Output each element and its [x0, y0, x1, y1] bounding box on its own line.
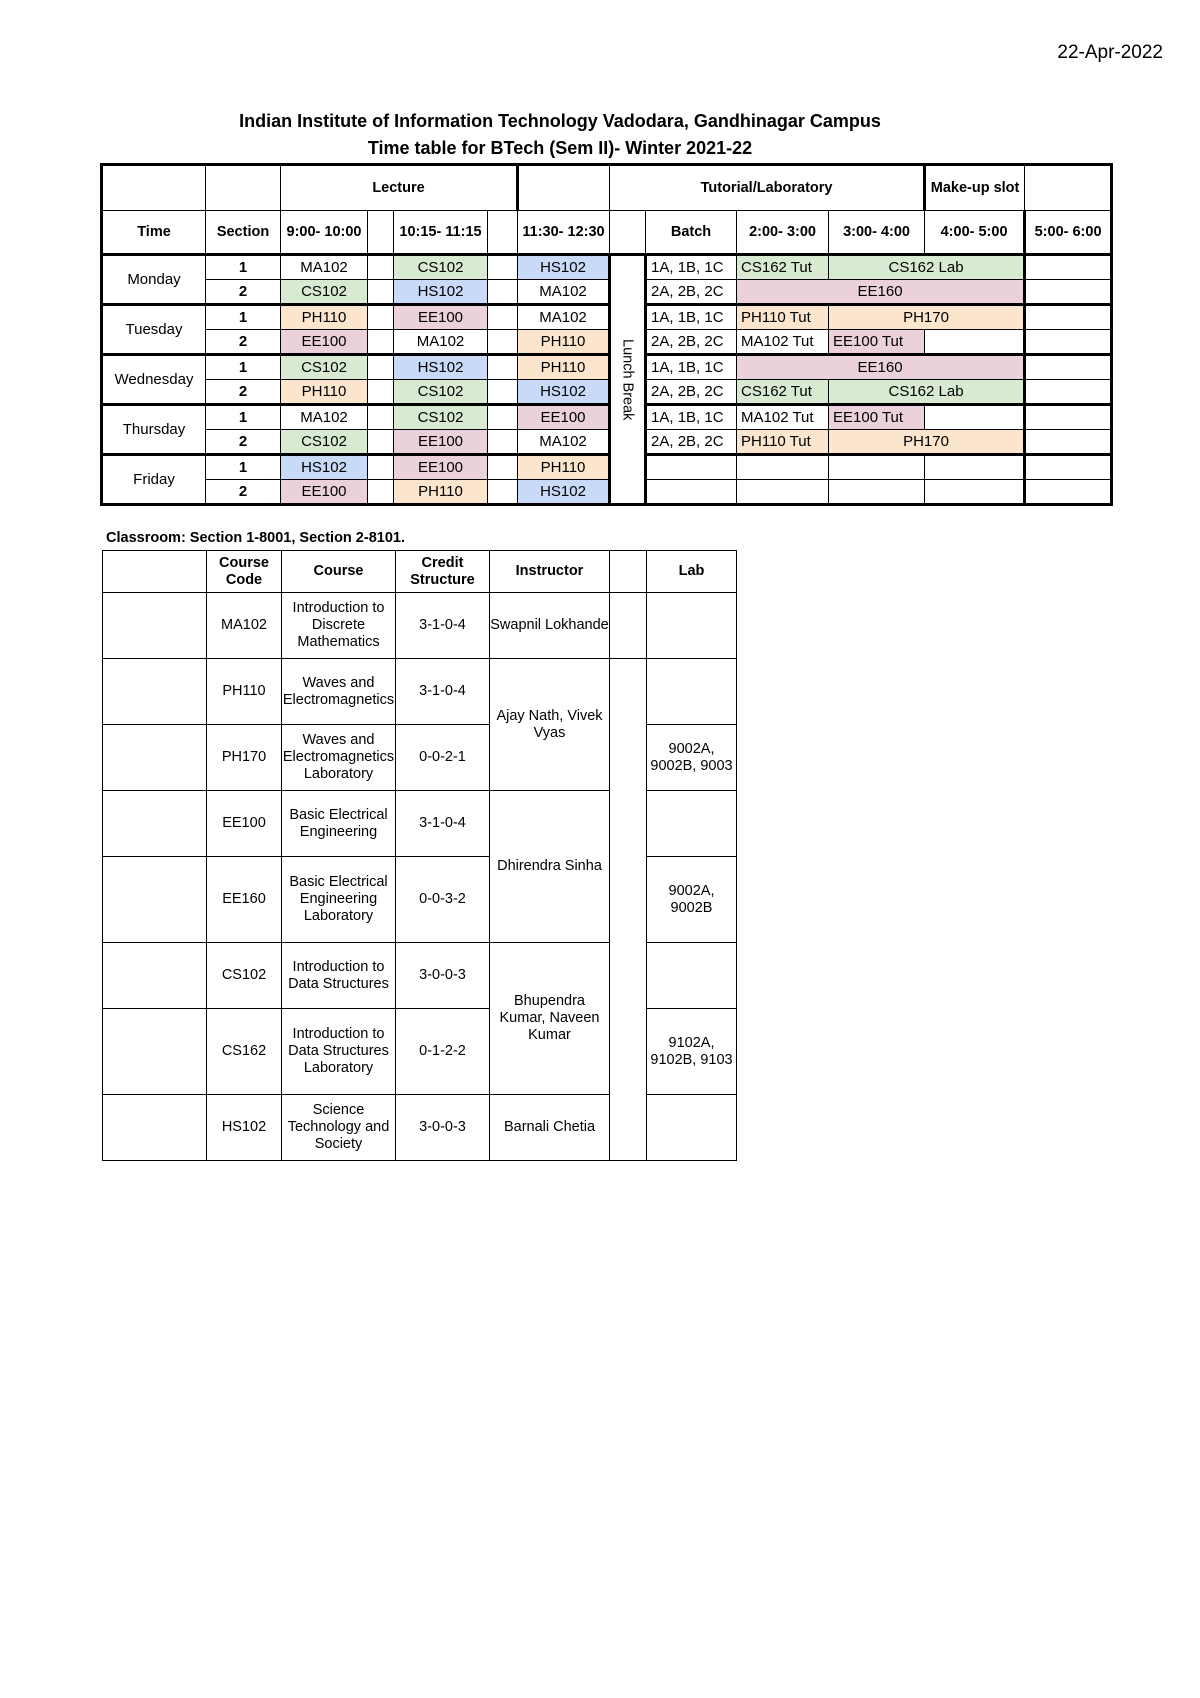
- empty-cell: [829, 480, 925, 505]
- lecture-header: Lecture: [281, 165, 518, 211]
- lab-room: 9002A, 9002B, 9003: [647, 725, 737, 791]
- lecture-cell: PH110: [281, 380, 368, 405]
- batch-cell: 1A, 1B, 1C: [646, 405, 737, 430]
- credit-structure: 3-0-0-3: [396, 943, 490, 1009]
- batch-cell: 2A, 2B, 2C: [646, 280, 737, 305]
- instructor-name: Barnali Chetia: [490, 1095, 610, 1161]
- lecture-cell: CS102: [281, 280, 368, 305]
- slot-header: 10:15- 11:15: [394, 211, 488, 255]
- gap-cell: [368, 255, 394, 280]
- document-title: Indian Institute of Information Technology Vadodara, Gandhinagar Campus: [239, 111, 881, 131]
- course-name: Introduction to Data Structures Laboratory: [282, 1009, 396, 1095]
- lab-cell: PH170: [829, 430, 1025, 455]
- batch-cell: 2A, 2B, 2C: [646, 430, 737, 455]
- lecture-cell: MA102: [281, 405, 368, 430]
- lecture-cell: MA102: [281, 255, 368, 280]
- instructor-name: Dhirendra Sinha: [490, 791, 610, 943]
- course-name: Basic Electrical Engineering Laboratory: [282, 857, 396, 943]
- course-code: PH110: [207, 659, 282, 725]
- day-label: Wednesday: [102, 355, 206, 405]
- empty-cell: [646, 480, 737, 505]
- blank-cell: [103, 593, 207, 659]
- gap-cell: [488, 380, 518, 405]
- gap-cell: [368, 355, 394, 380]
- lab-cell: EE160: [737, 280, 1025, 305]
- day-label: Tuesday: [102, 305, 206, 355]
- credit-structure: 3-0-0-3: [396, 1095, 490, 1161]
- course-code: EE100: [207, 791, 282, 857]
- makeup-header: Make-up slot: [925, 165, 1025, 211]
- blank-cell: [103, 857, 207, 943]
- slot-header: 3:00- 4:00: [829, 211, 925, 255]
- section-number: 1: [206, 455, 281, 480]
- lab-room: 9102A, 9102B, 9103: [647, 1009, 737, 1095]
- credit-structure: 0-1-2-2: [396, 1009, 490, 1095]
- timetable-row: [102, 480, 1112, 505]
- section-number: 2: [206, 430, 281, 455]
- course-row: [103, 593, 737, 659]
- lecture-cell: HS102: [394, 355, 488, 380]
- makeup-cell: [1025, 430, 1112, 455]
- section-header: Section: [206, 211, 281, 255]
- lab-cell: PH170: [829, 305, 1025, 330]
- lecture-cell: MA102: [394, 330, 488, 355]
- gap-cell: [368, 280, 394, 305]
- course-row: [103, 659, 737, 725]
- lecture-cell: EE100: [281, 330, 368, 355]
- lunch-break: [610, 255, 646, 505]
- lecture-cell: HS102: [281, 455, 368, 480]
- timetable: [100, 163, 1113, 506]
- lecture-cell: EE100: [518, 405, 610, 430]
- instructor-header: Instructor: [490, 551, 610, 593]
- batch-cell: 1A, 1B, 1C: [646, 255, 737, 280]
- timetable-row: [102, 330, 1112, 355]
- lecture-cell: CS102: [394, 255, 488, 280]
- credit-structure: 0-0-3-2: [396, 857, 490, 943]
- credit-structure: 3-1-0-4: [396, 791, 490, 857]
- makeup-cell: [1025, 305, 1112, 330]
- time-header: Time: [102, 211, 206, 255]
- timetable-row: [102, 280, 1112, 305]
- batch-cell: 1A, 1B, 1C: [646, 305, 737, 330]
- credit-header: Credit Structure: [396, 551, 490, 593]
- lecture-cell: EE100: [394, 305, 488, 330]
- course-name: Waves and Electromagnetics Laboratory: [282, 725, 396, 791]
- lecture-cell: PH110: [518, 455, 610, 480]
- lecture-cell: EE100: [394, 455, 488, 480]
- lecture-cell: CS102: [281, 430, 368, 455]
- gap-cell: [488, 455, 518, 480]
- lecture-cell: EE100: [281, 480, 368, 505]
- course-code: MA102: [207, 593, 282, 659]
- section-number: 1: [206, 405, 281, 430]
- section-number: 2: [206, 480, 281, 505]
- gap-cell: [368, 305, 394, 330]
- gap-cell: [488, 305, 518, 330]
- empty-cell: [737, 455, 829, 480]
- lab-cell: CS162 Lab: [829, 380, 1025, 405]
- lecture-cell: PH110: [394, 480, 488, 505]
- lab-room: 9002A, 9002B: [647, 857, 737, 943]
- slot-header: 4:00- 5:00: [925, 211, 1025, 255]
- instructor-name: Bhupendra Kumar, Naveen Kumar: [490, 943, 610, 1095]
- timetable-row: [102, 455, 1112, 480]
- gap-cell: [488, 280, 518, 305]
- empty-cell: [925, 455, 1025, 480]
- lecture-cell: CS102: [394, 405, 488, 430]
- tutorial-cell: PH110 Tut: [737, 305, 829, 330]
- empty-cell: [737, 480, 829, 505]
- course-header: Course: [282, 551, 396, 593]
- lecture-cell: MA102: [518, 280, 610, 305]
- gap-cell: [488, 480, 518, 505]
- empty-cell: [925, 330, 1025, 355]
- lab-room: [647, 791, 737, 857]
- course-name: Science Technology and Society: [282, 1095, 396, 1161]
- section-number: 2: [206, 330, 281, 355]
- makeup-cell: [1025, 380, 1112, 405]
- empty-cell: [925, 480, 1025, 505]
- empty-cell: [829, 455, 925, 480]
- slot-header: 11:30- 12:30: [518, 211, 610, 255]
- lab-room: [647, 659, 737, 725]
- course-code: HS102: [207, 1095, 282, 1161]
- course-code: PH170: [207, 725, 282, 791]
- tutorial-lab-header: Tutorial/Laboratory: [610, 165, 925, 211]
- print-date: 22-Apr-2022: [1057, 42, 1163, 63]
- lecture-cell: PH110: [281, 305, 368, 330]
- lecture-cell: HS102: [394, 280, 488, 305]
- makeup-cell: [1025, 455, 1112, 480]
- document-subtitle: Time table for BTech (Sem II)- Winter 2021-22: [367, 138, 753, 158]
- lecture-cell: CS102: [394, 380, 488, 405]
- section-number: 1: [206, 305, 281, 330]
- lecture-cell: EE100: [394, 430, 488, 455]
- lecture-cell: PH110: [518, 330, 610, 355]
- blank-cell: [610, 659, 647, 1161]
- credit-structure: 3-1-0-4: [396, 659, 490, 725]
- makeup-cell: [1025, 355, 1112, 380]
- course-name: Basic Electrical Engineering: [282, 791, 396, 857]
- tutorial-cell: EE100 Tut: [829, 405, 925, 430]
- tutorial-cell: CS162 Tut: [737, 380, 829, 405]
- tutorial-cell: EE100 Tut: [829, 330, 925, 355]
- instructor-name: Ajay Nath, Vivek Vyas: [490, 659, 610, 791]
- gap-cell: [368, 330, 394, 355]
- day-label: Monday: [102, 255, 206, 305]
- gap-cell: [488, 355, 518, 380]
- course-name: Introduction to Data Structures: [282, 943, 396, 1009]
- course-code-header: Course Code: [207, 551, 282, 593]
- makeup-cell: [1025, 330, 1112, 355]
- timetable-row: [102, 355, 1112, 380]
- lecture-cell: CS102: [281, 355, 368, 380]
- blank-cell: [103, 725, 207, 791]
- classroom-note: Classroom: Section 1-8001, Section 2-8101.: [106, 530, 405, 546]
- blank-cell: [103, 791, 207, 857]
- timetable-row: [102, 255, 1112, 280]
- tutorial-cell: PH110 Tut: [737, 430, 829, 455]
- empty-cell: [925, 405, 1025, 430]
- section-number: 2: [206, 280, 281, 305]
- instructor-name: Swapnil Lokhande: [490, 593, 610, 659]
- gap-cell: [488, 330, 518, 355]
- course-code: CS102: [207, 943, 282, 1009]
- course-name: Introduction to Discrete Mathematics: [282, 593, 396, 659]
- lab-cell: CS162 Lab: [829, 255, 1025, 280]
- blank-cell: [103, 659, 207, 725]
- empty-cell: [646, 455, 737, 480]
- tutorial-cell: CS162 Tut: [737, 255, 829, 280]
- tutorial-cell: MA102 Tut: [737, 405, 829, 430]
- lecture-cell: MA102: [518, 430, 610, 455]
- gap-cell: [488, 430, 518, 455]
- section-number: 1: [206, 355, 281, 380]
- gap-cell: [488, 405, 518, 430]
- lecture-cell: HS102: [518, 380, 610, 405]
- gap-cell: [368, 480, 394, 505]
- lunch-break-label: Lunch Break: [619, 338, 636, 421]
- lab-header: Lab: [647, 551, 737, 593]
- slot-header: 5:00- 6:00: [1025, 211, 1112, 255]
- lecture-cell: HS102: [518, 255, 610, 280]
- course-code: CS162: [207, 1009, 282, 1095]
- timetable-row: [102, 430, 1112, 455]
- course-name: Waves and Electromagnetics: [282, 659, 396, 725]
- blank-cell: [610, 593, 647, 659]
- makeup-cell: [1025, 280, 1112, 305]
- lab-room: [647, 593, 737, 659]
- credit-structure: 0-0-2-1: [396, 725, 490, 791]
- section-number: 2: [206, 380, 281, 405]
- blank-cell: [103, 943, 207, 1009]
- makeup-cell: [1025, 480, 1112, 505]
- day-label: Thursday: [102, 405, 206, 455]
- course-code: EE160: [207, 857, 282, 943]
- batch-cell: 2A, 2B, 2C: [646, 380, 737, 405]
- blank-cell: [103, 1009, 207, 1095]
- batch-cell: 1A, 1B, 1C: [646, 355, 737, 380]
- lecture-cell: MA102: [518, 305, 610, 330]
- batch-header: Batch: [646, 211, 737, 255]
- lecture-cell: HS102: [518, 480, 610, 505]
- gap-cell: [368, 380, 394, 405]
- slot-header: 9:00- 10:00: [281, 211, 368, 255]
- slot-header: 2:00- 3:00: [737, 211, 829, 255]
- lab-room: [647, 1095, 737, 1161]
- timetable-row: [102, 405, 1112, 430]
- gap-cell: [368, 430, 394, 455]
- course-table: [102, 550, 737, 1161]
- timetable-row: [102, 305, 1112, 330]
- blank-cell: [103, 1095, 207, 1161]
- gap-cell: [488, 255, 518, 280]
- lecture-cell: PH110: [518, 355, 610, 380]
- gap-cell: [368, 455, 394, 480]
- lab-cell: EE160: [737, 355, 1025, 380]
- credit-structure: 3-1-0-4: [396, 593, 490, 659]
- batch-cell: 2A, 2B, 2C: [646, 330, 737, 355]
- tutorial-cell: MA102 Tut: [737, 330, 829, 355]
- makeup-cell: [1025, 405, 1112, 430]
- timetable-row: [102, 380, 1112, 405]
- day-label: Friday: [102, 455, 206, 505]
- section-number: 1: [206, 255, 281, 280]
- lab-room: [647, 943, 737, 1009]
- makeup-cell: [1025, 255, 1112, 280]
- gap-cell: [368, 405, 394, 430]
